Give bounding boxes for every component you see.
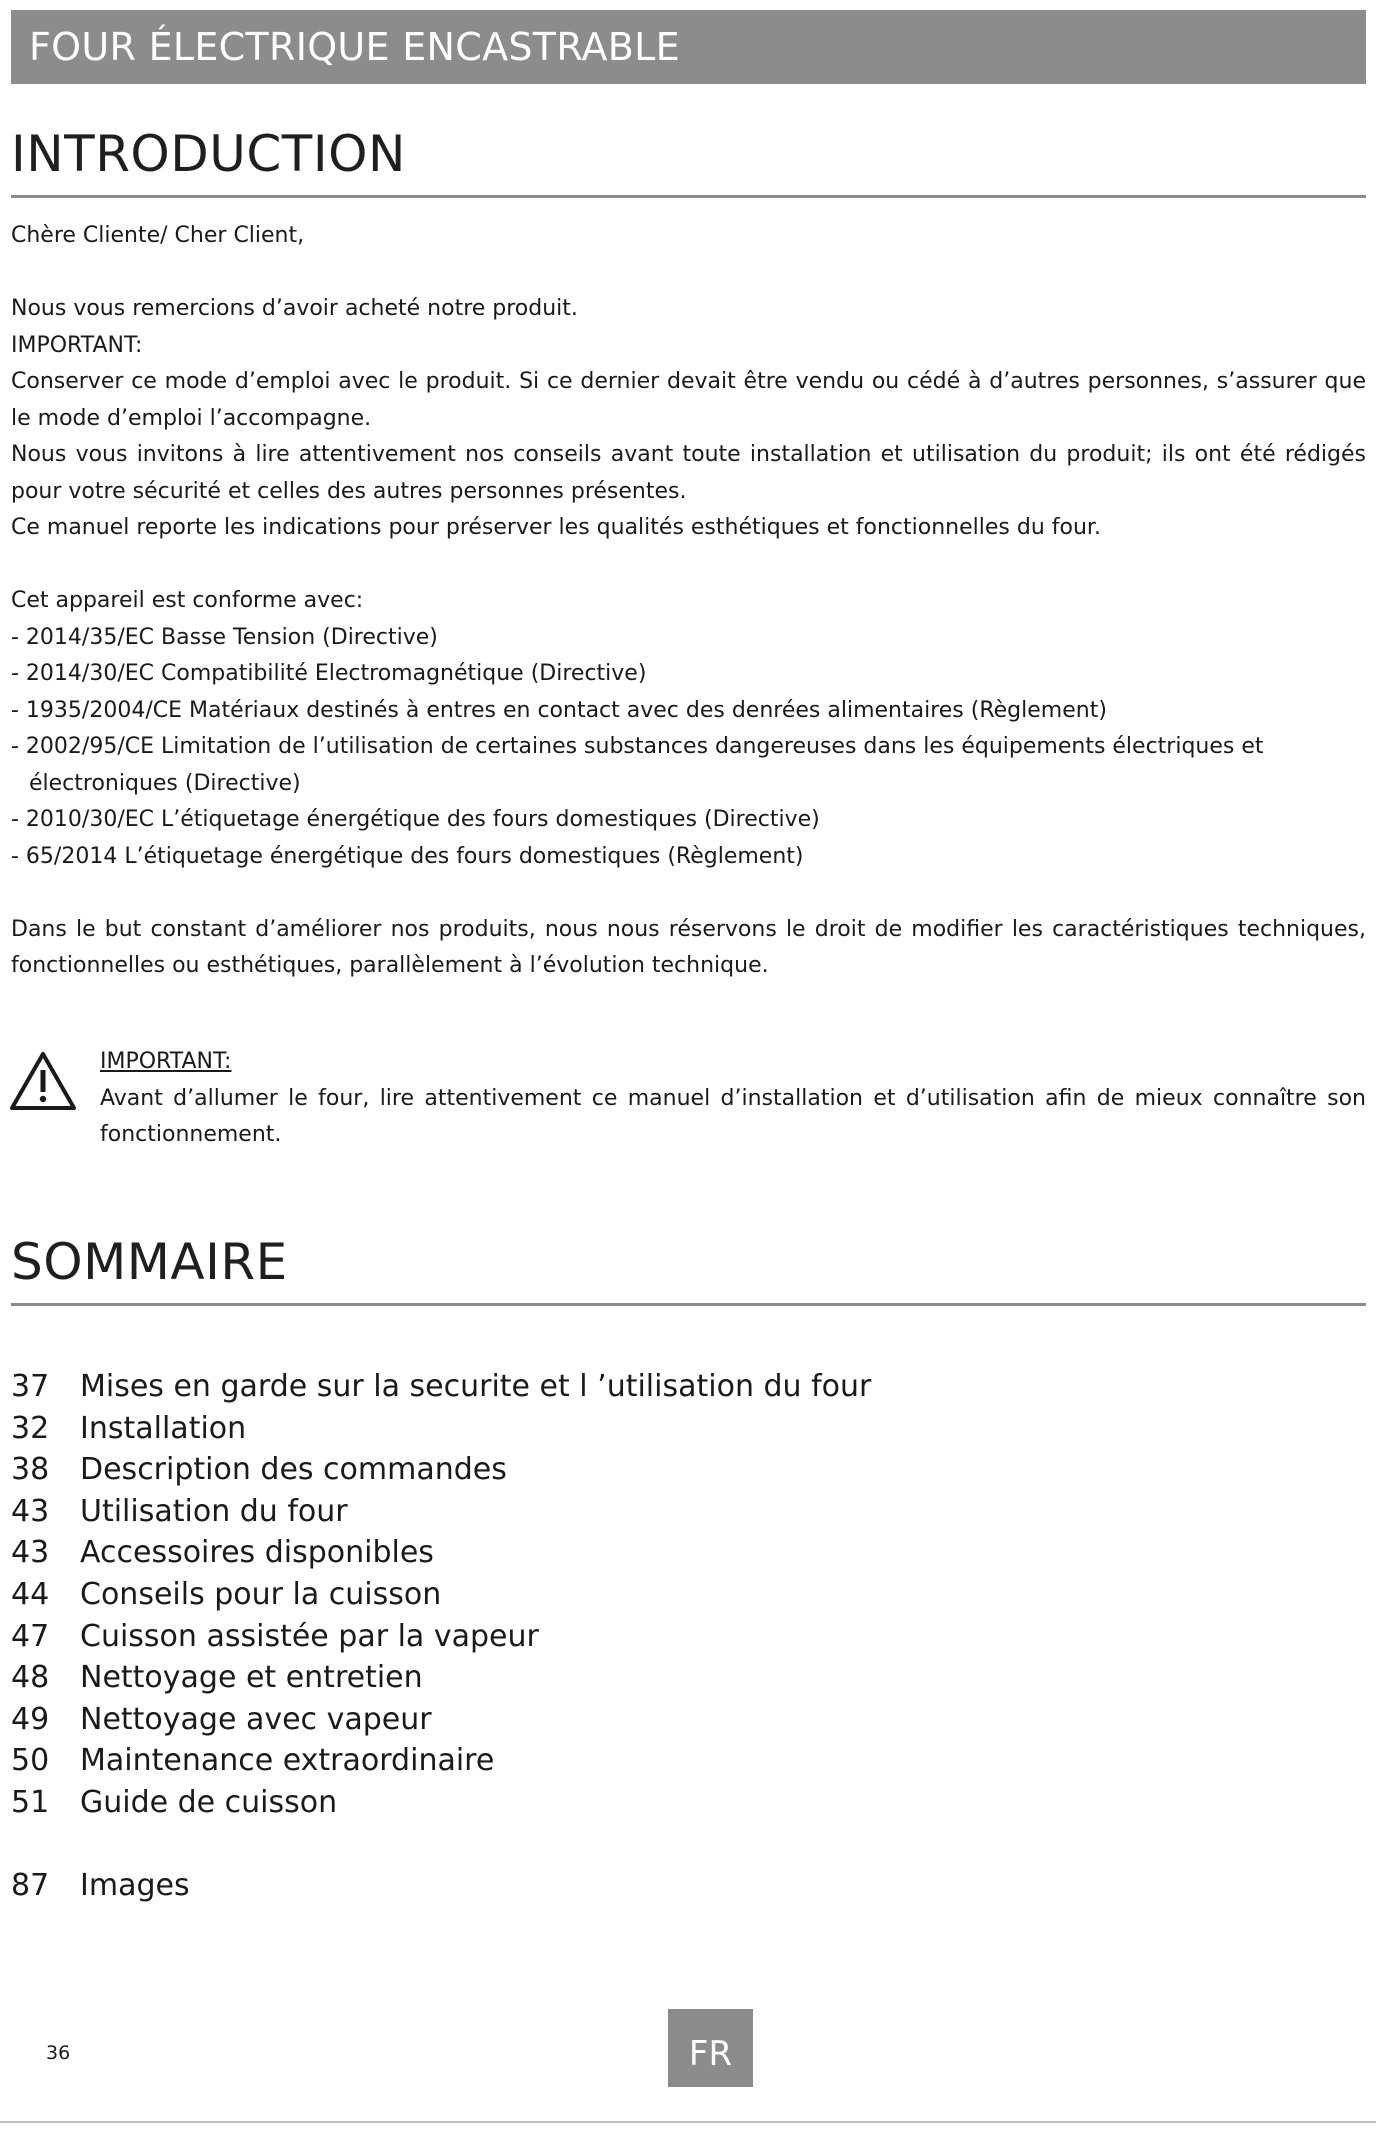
greeting: Chère Cliente/ Cher Client, [11, 223, 305, 248]
important-label: IMPORTANT: [11, 332, 143, 358]
toc-page-number: 50 [11, 1743, 50, 1779]
toc-label: Nettoyage avec vapeur [80, 1701, 432, 1737]
conformity-intro: Cet appareil est conforme avec: [11, 588, 364, 613]
toc-page-number: 87 [11, 1868, 50, 1904]
toc-label: Description des commandes [80, 1452, 507, 1488]
toc-page-number: 43 [11, 1535, 50, 1571]
introduction-title: INTRODUCTION [11, 125, 406, 183]
toc-page-number: 48 [11, 1660, 50, 1696]
toc-label: Accessoires disponibles [80, 1535, 434, 1571]
toc-row[interactable] [11, 1574, 1111, 1616]
paragraph-manual-purpose: Ce manuel reporte les indications pour préserver les qualités esthétiques et fonctionnelles du four. [11, 515, 1101, 540]
directive-item: - 2014/35/EC Basse Tension (Directive) [11, 624, 438, 650]
header-bar [11, 10, 1366, 84]
toc-row[interactable] [11, 1491, 1111, 1533]
toc-label: Utilisation du four [80, 1493, 348, 1529]
toc-row[interactable] [11, 1366, 1111, 1408]
introduction-body [11, 218, 1366, 985]
page-number: 36 [46, 2042, 71, 2064]
directive-item: - 1935/2004/CE Matériaux destinés à entres en contact avec des denrées alimentaires (Règlement) [11, 697, 1107, 723]
toc-row[interactable] [11, 1408, 1111, 1450]
thanks-text: Nous vous remercions d’avoir acheté notre produit. [11, 296, 578, 321]
toc-label: Nettoyage et entretien [80, 1660, 423, 1696]
toc-page-number: 43 [11, 1493, 50, 1529]
summary-title: SOMMAIRE [11, 1233, 288, 1291]
toc-page-number: 51 [11, 1784, 50, 1820]
toc-label: Mises en garde sur la securite et l ’utilisation du four [80, 1369, 872, 1404]
toc-page-number: 38 [11, 1452, 50, 1488]
toc-label: Cuisson assistée par la vapeur [80, 1618, 539, 1654]
paragraph-keep-manual: Conserver ce mode d’emploi avec le produit. Si ce dernier devait être vendu ou cédé à d’autres personnes, s’assurer que le mode d’emploi l’accompagne. [11, 369, 1366, 431]
toc-row[interactable] [11, 1657, 1111, 1699]
toc-row[interactable] [11, 1616, 1111, 1658]
toc-row[interactable] [11, 1740, 1111, 1782]
directive-item: - 2010/30/EC L’étiquetage énergétique des fours domestiques (Directive) [11, 807, 820, 832]
toc-page-number: 44 [11, 1576, 50, 1612]
improvement-note: Dans le but constant d’améliorer nos produits, nous nous réservons le droit de modifier les caractéristiques techniques, fonctionnelles ou esthétiques, parallèlement à l’évolution technique. [11, 916, 1366, 978]
paragraph-read-advice: Nous vous invitons à lire attentivement nos conseils avant toute installation et utilisation du produit; ils ont été rédigés pour votre sécurité et celles des autres personnes présentes. [11, 442, 1366, 504]
warning-triangle-icon [9, 1050, 77, 1112]
toc-page-number: 32 [11, 1410, 50, 1446]
warning-block [100, 1044, 1366, 1154]
introduction-divider [11, 195, 1366, 198]
directive-item: - 2014/30/EC Compatibilité Electromagnétique (Directive) [11, 661, 647, 686]
toc-label: Guide de cuisson [80, 1784, 338, 1820]
toc-label: Conseils pour la cuisson [80, 1576, 442, 1612]
toc-row[interactable] [11, 1865, 1111, 1907]
footer-divider [0, 2121, 1376, 2123]
warning-label: IMPORTANT: [100, 1049, 232, 1074]
summary-divider [11, 1303, 1366, 1306]
toc-label: Installation [80, 1410, 247, 1446]
directive-item: - 65/2014 L’étiquetage énergétique des fours domestiques (Règlement) [11, 843, 804, 869]
toc-page-number: 37 [11, 1369, 50, 1404]
directive-item-continuation: électroniques (Directive) [29, 770, 301, 796]
directive-item: - 2002/95/CE Limitation de l’utilisation de certaines substances dangereuses dans les équipements électriques et [11, 734, 1264, 759]
toc-row[interactable] [11, 1699, 1111, 1741]
toc-page-number: 49 [11, 1701, 50, 1737]
toc-row[interactable] [11, 1532, 1111, 1574]
language-badge: FR [668, 2009, 753, 2087]
toc-label: Images [80, 1868, 190, 1904]
toc-page-number: 47 [11, 1618, 50, 1654]
warning-text: Avant d’allumer le four, lire attentivement ce manuel d’installation et d’utilisation afin de mieux connaître son fonctionnement. [100, 1085, 1366, 1147]
document-title: FOUR ÉLECTRIQUE ENCASTRABLE [29, 25, 680, 69]
toc-row[interactable] [11, 1782, 1111, 1824]
toc-row[interactable] [11, 1449, 1111, 1491]
toc-label: Maintenance extraordinaire [80, 1743, 495, 1779]
table-of-contents [11, 1366, 1111, 1907]
